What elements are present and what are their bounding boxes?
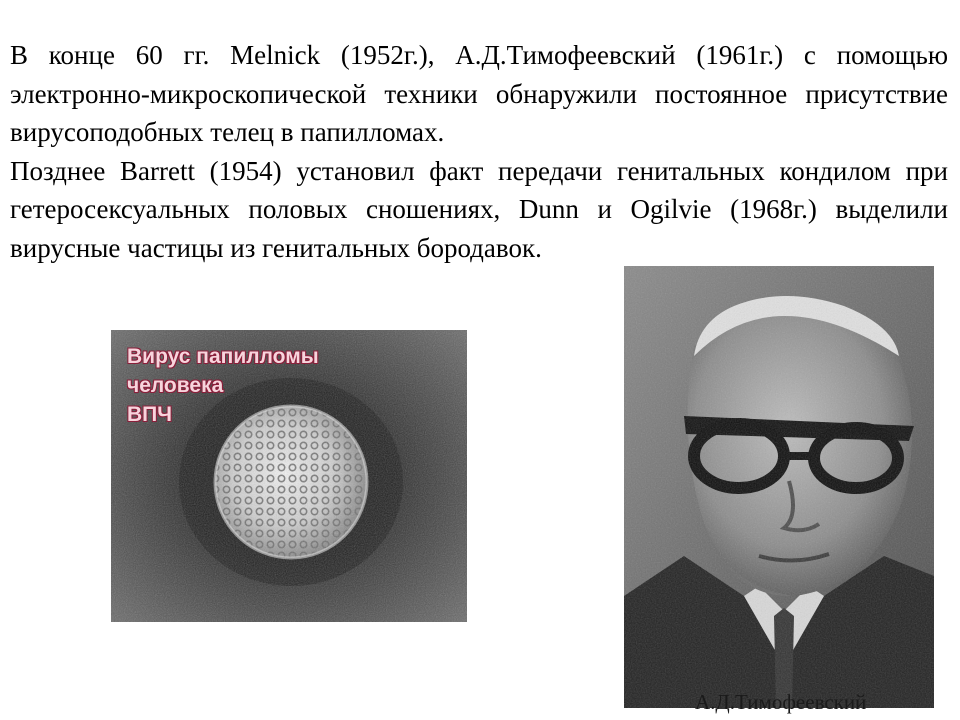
virus-caption-line: Вирус папилломы xyxy=(127,345,319,368)
hpv-electron-micrograph xyxy=(111,330,467,622)
paragraph-transmission: Позднее Barrett (1954) установил факт передачи генитальных кондилом при гетеросексуальных половых сношениях, Dunn и Ogilvie (1968г.) выделили вирусные частицы из генитальных бородавок. xyxy=(10,155,948,263)
virus-caption-line: ВПЧ xyxy=(127,403,173,426)
paragraph-history: В конце 60 гг. Melnick (1952г.), А.Д.Тимофеевский (1961г.) с помощью электронно-микроскопической техники обнаружили постоянное присутствие вирусоподобных телец в папилломах. xyxy=(10,40,948,147)
portrait-graphic xyxy=(624,266,934,708)
virus-caption-line: человека xyxy=(127,374,224,397)
timofeevsky-portrait xyxy=(624,266,934,708)
virus-caption xyxy=(127,342,319,429)
portrait-caption: А.Д.Тимофеевский xyxy=(695,690,867,714)
main-text xyxy=(10,36,948,267)
